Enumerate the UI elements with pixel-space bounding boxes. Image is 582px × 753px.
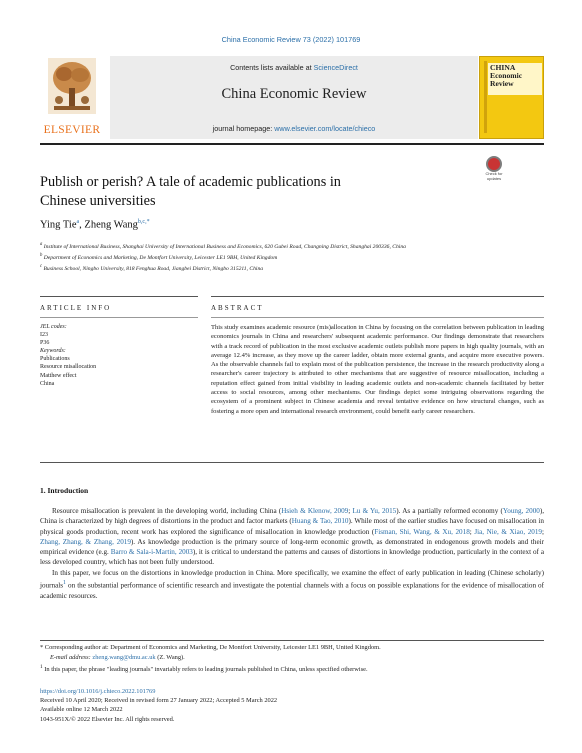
article-info-top-rule	[40, 296, 198, 297]
text-run: ). As a partially reformed economy (	[396, 507, 503, 515]
article-info-under-rule	[40, 317, 198, 318]
paragraph	[40, 506, 544, 568]
author-name[interactable]: Zheng Wang	[84, 219, 138, 231]
text-run: In this paper, we focus on the distortions in knowledge production in China. More specifically, we examine the effect of early publication in leading (Chinese scholarly) journals	[40, 568, 544, 590]
email-label: E-mail address:	[50, 653, 93, 661]
keyword: Publications	[40, 356, 70, 363]
available-online: Available online 12 March 2022	[40, 706, 123, 714]
text-run: ;	[469, 527, 475, 536]
text-run: ). While most of the earlier studies have focused on misallocation in physical goods production, recent work has explored the significance of misallocation in knowledge production (	[40, 517, 544, 536]
author-affiliation-mark[interactable]: b,c,*	[137, 219, 150, 225]
text-run: ). As knowledge production is the primary source of long-term economic growth, as demonstrated in endogenous growth models and their empirical evidence (e.g.	[40, 537, 544, 557]
citation-link[interactable]: Hsieh & Klenow, 2009	[281, 507, 349, 515]
affiliations	[40, 241, 470, 273]
footnote-mark: 1	[40, 663, 43, 670]
article-info-panel	[40, 323, 190, 388]
check-for-updates-button[interactable]	[479, 156, 509, 184]
keyword: China	[40, 380, 55, 387]
text-run: ;	[542, 527, 544, 536]
check-updates-icon	[486, 156, 502, 172]
contents-line	[110, 63, 478, 72]
abstract-bottom-rule	[40, 462, 544, 463]
check-updates-label: Check for updates	[485, 171, 503, 181]
masthead-info-panel	[110, 56, 478, 139]
citation-link[interactable]: Zhang, Zhang, & Zhang, 2019	[40, 537, 131, 546]
elsevier-tree-icon	[48, 58, 96, 114]
text-run: Resource misallocation is prevalent in the developing world, including China (	[52, 507, 282, 515]
email-link[interactable]: zheng.wang@dmu.ac.uk	[92, 653, 156, 661]
journal-homepage-link[interactable]: www.elsevier.com/locate/chieco	[274, 124, 376, 133]
publication-details	[40, 687, 544, 724]
paper-title-line-2: Chinese universities	[40, 193, 156, 209]
sciencedirect-link[interactable]: ScienceDirect	[313, 63, 358, 72]
corresponding-author-note	[40, 643, 544, 653]
cover-title-line-2: Economic	[490, 71, 523, 80]
citation-link[interactable]: Lu & Yu, 2015	[352, 507, 397, 515]
affiliation-mark: c	[40, 263, 43, 269]
jel-code: I23	[40, 332, 48, 339]
text-run: ), China is characterized by high degrees of distortions in the product and factor markets (	[40, 507, 545, 526]
footnote-text: Corresponding author at: Department of Economics and Marketing, De Montfort University, Leicester LE1 9BH, United Kingdom.	[43, 644, 381, 651]
abstract-under-rule	[211, 317, 544, 318]
paragraph	[40, 568, 544, 601]
journal-cover-thumbnail[interactable]	[479, 56, 544, 139]
affiliation-item	[40, 252, 470, 263]
email-note	[40, 653, 544, 663]
cover-title-line-1: CHINA	[490, 63, 516, 72]
abstract-heading: ABSTRACT	[211, 304, 264, 312]
author-name[interactable]: Ying Tie	[40, 219, 77, 231]
affiliation-mark: a	[40, 242, 43, 247]
homepage-line	[110, 124, 478, 133]
section-heading-introduction: 1. Introduction	[40, 486, 89, 495]
cover-title	[490, 64, 522, 88]
cover-spine	[484, 61, 487, 133]
abstract-top-rule	[211, 296, 544, 297]
jel-codes-label: JEL codes:	[40, 324, 67, 330]
affiliation-text: Department of Economics and Marketing, De Montfort University, Leicester LE1 9BH, United Kingdom	[43, 254, 278, 261]
received-dates: Received 10 April 2020; Received in revised form 27 January 2022; Accepted 5 March 2022	[40, 697, 278, 705]
citation-link[interactable]: Jia, Nie, & Xiao, 2019	[474, 527, 542, 536]
citation-link[interactable]: Young, 2000	[502, 507, 540, 515]
abstract-text: This study examines academic resource (mis)allocation in China by focusing on the correlation between publication in leading economics journals in China and researchers' subsequent academic performance. Our findings demonstrate that researchers with a track record of publication in the most exclusive academic outlets publish more papers in high quality journals, with an average 12.4% increase, as they move up the career ladder, obtain more external grants, and acquire more executive powers. As the observable channels fail to explain most of the publication persistence, the increase in the research productivity along a researcher's career trajectory is attributed to other mechanisms that are suggestive of resource misallocation, including a reputation effect gained from initial visibility in leading academic outlets and non-academic channels facilitated by better access to social resources, among other mechanisms. Our findings depict some intriguing observations regarding the ecosystem of a prominent subject in Chinese academia and reveal tentative evidence on how structural changes, such as fostering a more open and international research environment, could benefit early career researchers.	[211, 324, 544, 415]
introduction-body	[40, 506, 544, 601]
citation-link[interactable]: Huang & Tao, 2010	[291, 517, 349, 526]
footnote-text: In this paper, the phrase "leading journals" invariably refers to leading journals published in China, unless specified otherwise.	[42, 665, 368, 673]
author-list	[40, 219, 150, 231]
doi-link[interactable]: https://doi.org/10.1016/j.chieco.2022.101769	[40, 688, 156, 695]
footnote-mark-link[interactable]: 1	[63, 580, 66, 587]
author-affiliation-mark[interactable]: a	[76, 219, 80, 225]
citation-link[interactable]: Barro & Sala-i-Martin, 2003	[110, 548, 193, 557]
paper-title	[40, 173, 400, 211]
keywords-label: Keywords:	[40, 348, 66, 355]
affiliation-text: Institute of International Business, Shanghai University of International Business and Economics, 620 Gubei Road, Changning District, Shanghai 200336, China	[43, 243, 406, 250]
keyword: Matthew effect	[40, 372, 77, 379]
footnote-divider	[40, 640, 544, 641]
citation-link[interactable]: Fisman, Shi, Wang, & Xu, 2018	[374, 527, 470, 536]
copyright: 1043-951X/© 2022 Elsevier Inc. All rights reserved.	[40, 715, 175, 723]
email-suffix: (Z. Wang).	[155, 653, 185, 661]
elsevier-wordmark: ELSEVIER	[43, 124, 101, 136]
masthead-divider	[40, 143, 544, 145]
affiliation-item	[40, 263, 470, 274]
cover-title-line-3: Review	[490, 79, 514, 88]
jel-code: P36	[40, 340, 50, 347]
text-run: ;	[348, 507, 353, 515]
footnote-mark: *	[40, 644, 44, 651]
article-info-heading: ARTICLE INFO	[40, 304, 112, 312]
affiliation-item	[40, 241, 470, 252]
journal-title: China Economic Review	[221, 86, 367, 102]
affiliation-mark: b	[40, 252, 43, 258]
keyword: Resource misallocation	[40, 364, 97, 371]
contents-prefix: Contents lists available at	[230, 63, 314, 72]
author-separator: ,	[79, 219, 85, 231]
journal-masthead	[40, 56, 544, 139]
journal-reference[interactable]: China Economic Review 73 (2022) 101769	[221, 35, 361, 44]
text-run: ), it is critical to understand the patterns and causes of distortions in knowledge production, particularly in the context of a less developed country, which has not been fully understood.	[40, 548, 545, 567]
footnote-1	[40, 663, 544, 675]
homepage-prefix: journal homepage:	[212, 124, 275, 133]
text-run: on the substantial performance of scientific research and investigate the potential channels with a focus on possible explanations for the evidence of misallocation of academic resources.	[40, 581, 544, 600]
paper-title-line-1: Publish or perish? A tale of academic publications in	[40, 174, 341, 190]
elsevier-logo	[40, 58, 104, 136]
affiliation-text: Business School, Ningbo University, 818 Fenghua Road, Jiangbei District, Ningbo 315211, China	[43, 265, 264, 272]
footnotes	[40, 643, 544, 675]
